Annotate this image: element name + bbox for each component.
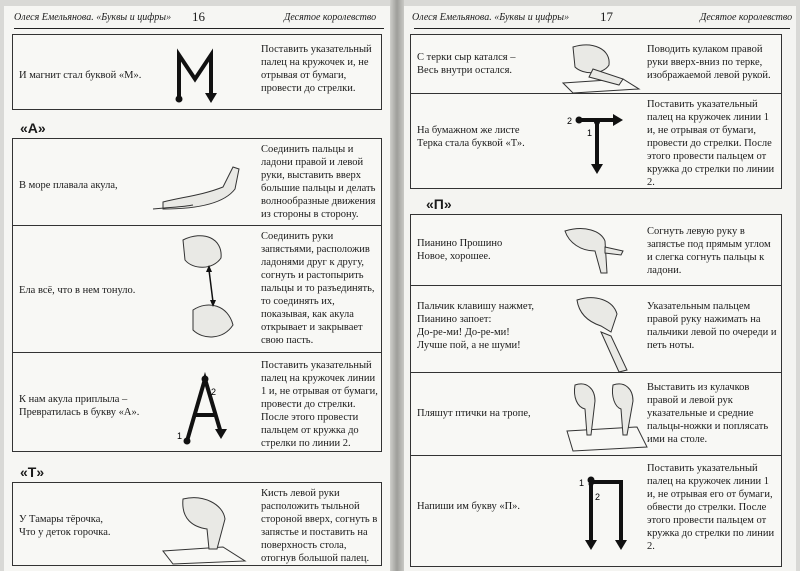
instruction-text: Поставить указательный палец на кружочек линии 1 и, не отрывая от бумаги, провести до стрелки. После этого провести пальцем от кружка до стрелки по линии 2.	[261, 360, 378, 449]
row-piano	[410, 214, 782, 286]
right-page	[404, 6, 796, 571]
instruction-text: Поставить указательный палец на кружочек линии 1 и, не отрывая его от бумаги, обвести до стрелки. После этого провести пальцем от кружка до стрелки по линии 2.	[647, 463, 775, 552]
rhyme-text-line1: Пальчик клавишу нажмет,	[417, 301, 534, 312]
letter-p-diagram	[581, 476, 641, 556]
rhyme-text: В море плавала акула,	[19, 180, 118, 191]
letter-m-diagram	[173, 49, 223, 104]
header-rule	[414, 28, 790, 29]
rhyme-text-line2: Весь внутри остался.	[417, 65, 513, 76]
header-rule	[14, 28, 384, 29]
header-section: Десятое королевство	[284, 12, 377, 23]
page-number: 16	[192, 9, 205, 24]
section-heading-t: «Т»	[20, 464, 45, 480]
header-section: Десятое королевство	[700, 12, 793, 23]
rhyme-text: Ела всё, что в нем тонуло.	[19, 285, 136, 296]
rhyme-text-line2: Новое, хорошее.	[417, 251, 491, 262]
header-author: Олеся Емельянова. «Буквы и цифры»	[14, 12, 172, 23]
row-birds-dance	[410, 372, 782, 456]
row-shark-eat	[12, 225, 382, 353]
instruction-text: Согнуть левую руку в запястье под прямым углом и слегка согнуть пальцы к ладони.	[647, 226, 771, 276]
rhyme-text-line1: С терки сыр катался –	[417, 52, 516, 63]
instruction-text: Поставить указательный палец на кружочек линии 1 и, не отрывая от бумаги, провести до стрелки. После этого провести пальцем от кружка до стрелки по линии 2.	[647, 99, 775, 188]
hands-shark-illustration	[153, 147, 253, 217]
fist-grater-illustration	[553, 39, 643, 93]
rhyme-text-line1: Пианино Прошино	[417, 238, 503, 249]
stroke-label-2: 2	[211, 387, 217, 397]
instruction-text: Поставить указательный палец на кружочек и, не отрывая от бумаги, провести до стрелки.	[261, 44, 372, 94]
rhyme-text: И магнит стал буквой «М».	[19, 70, 142, 81]
rhyme-text-line1: На бумажном же листе	[417, 125, 520, 136]
stroke-label-1: 1	[587, 128, 593, 138]
row-letter-t	[410, 93, 782, 189]
instruction-text: Соединить руки запястьями, расположив ладонями друг к другу, согнуть и растопырить пальцы и то разъединять, то соединять их, показывая, как акула открывает и закрывает свою пасть.	[261, 231, 375, 346]
rhyme-text-line2: Превратилась в букву «А».	[19, 407, 140, 418]
hands-jaws-illustration	[163, 230, 253, 350]
finger-dance-illustration	[561, 379, 651, 455]
rhyme-text-line3: До-ре-ми! До-ре-ми!	[417, 327, 510, 338]
row-cheese-grater	[410, 34, 782, 94]
rhyme-text-line2: Терка стала буквой «Т».	[417, 138, 525, 149]
rhyme-text: Пляшут птички на тропе,	[417, 408, 531, 419]
instruction-text: Выставить из кулачков правой и левой рук указательные и средние пальцы-ножки и поплясать ими на столе.	[647, 382, 769, 445]
rhyme-text-line1: У Тамары тёрочка,	[19, 514, 104, 525]
rhyme-text-line4: Лучше пой, а не шуми!	[417, 340, 521, 351]
rhyme-text: Напиши им букву «П».	[417, 501, 521, 512]
row-letter-m	[12, 34, 382, 110]
row-tamara	[12, 482, 382, 566]
stroke-label-1: 1	[579, 478, 585, 488]
instruction-text: Кисть левой руки расположить тыльной стороной вверх, согнуть в запястье и поставить на поверхность стола, отогнув большой палец.	[261, 488, 378, 564]
rhyme-text-line1: К нам акула приплыла –	[19, 394, 128, 405]
stroke-label-2: 2	[595, 492, 601, 502]
rhyme-text-line2: Пианино запоет:	[417, 314, 492, 325]
book-gutter	[390, 0, 404, 571]
letter-a-diagram	[177, 373, 241, 448]
instruction-text: Поводить кулаком правой руки вверх-вниз по терке, изображаемой левой рукой.	[647, 44, 771, 81]
section-heading-p: «П»	[426, 196, 452, 212]
header-author: Олеся Емельянова. «Буквы и цифры»	[412, 12, 570, 23]
hand-grater-illustration	[163, 489, 253, 564]
row-letter-p	[410, 455, 782, 567]
hand-piano-illustration	[561, 221, 641, 281]
rhyme-text-line2: Что у деток горочка.	[19, 527, 111, 538]
row-letter-a	[12, 352, 382, 452]
instruction-text: Указательным пальцем правой руку нажимать на пальчики левой по очереди и петь ноты.	[647, 301, 777, 351]
stroke-label-1: 1	[177, 431, 183, 441]
finger-press-illustration	[571, 292, 641, 372]
stroke-label-2: 2	[567, 116, 573, 126]
section-heading-a: «А»	[20, 120, 46, 136]
left-page	[4, 6, 390, 571]
instruction-text: Соединить пальцы и ладони правой и левой руки, выставить вверх большие пальцы и делать волнообразные движения из стороны в сторону.	[261, 144, 376, 220]
row-shark-swim	[12, 138, 382, 226]
row-finger-keys	[410, 285, 782, 373]
page-number: 17	[600, 9, 613, 24]
letter-t-diagram	[569, 114, 625, 184]
